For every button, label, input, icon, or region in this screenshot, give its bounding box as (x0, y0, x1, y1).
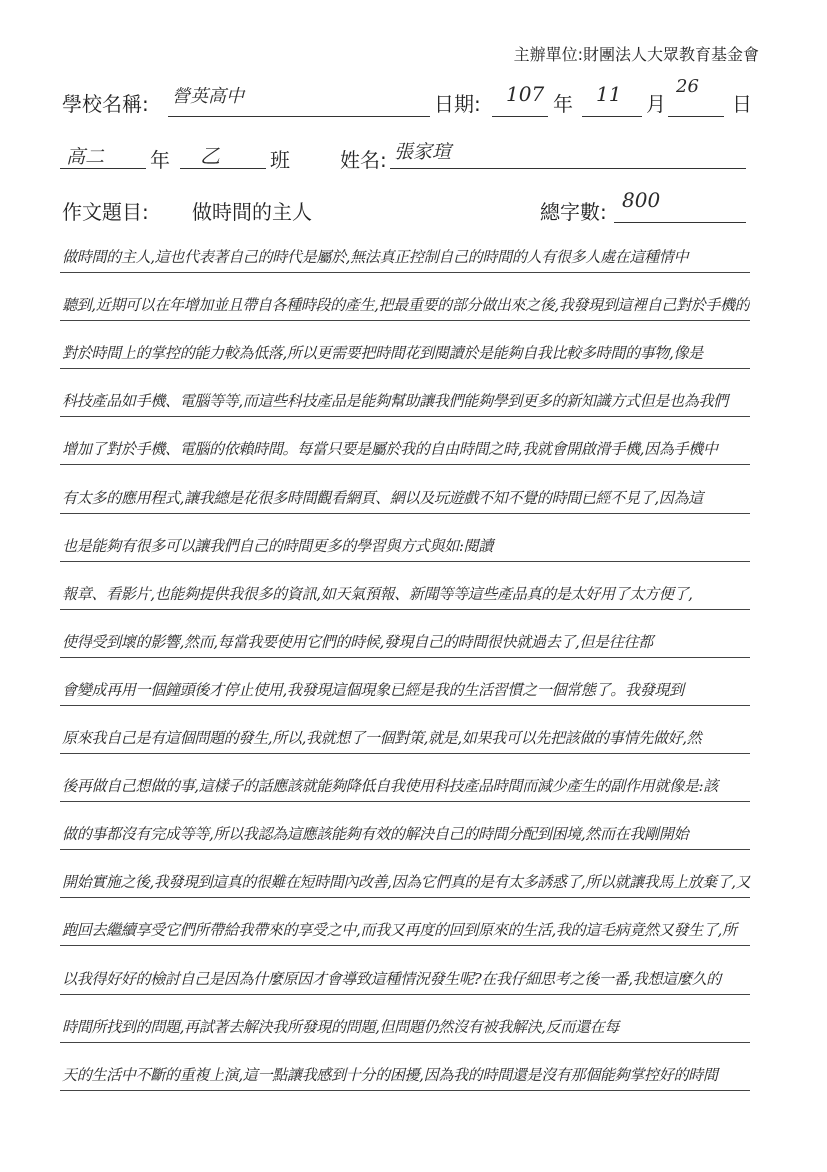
grade-underline (60, 168, 146, 169)
essay-text-line: 時間所找到的問題,再試著去解決我所發現的問題,但問題仍然沒有被我解決,反而還在每 (62, 1017, 620, 1036)
essay-text-line: 有太多的應用程式,讓我總是花很多時間觀看網頁、網以及玩遊戲不知不覺的時間已經不見了,因為這 (62, 488, 703, 507)
year-underline (492, 116, 548, 117)
essay-text-line: 原來我自己是有這個問題的發生,所以,我就想了一個對策,就是,如果我可以先把該做的事情先做好,然 (62, 729, 702, 747)
ruled-line (60, 368, 750, 369)
ruled-line (60, 753, 750, 754)
class-label: 班 (270, 148, 290, 172)
ruled-line (60, 1090, 750, 1091)
ruled-line (60, 801, 750, 802)
essay-text-line: 做時間的主人,這也代表著自己的時代是屬於,無法真正控制自己的時間的人有很多人處在這種情中 (62, 248, 689, 266)
ruled-line (60, 272, 750, 273)
topic-label: 作文題目: (62, 200, 149, 224)
month-value: 11 (596, 82, 622, 106)
essay-text-line: 對於時間上的掌控的能力較為低落,所以更需要把時間花到閱讀於是能夠自我比較多時間的事物,像是 (62, 344, 703, 363)
essay-text-line: 使得受到壞的影響,然而,每當我要使用它們的時候,發現自己的時間很快就過去了,但是往往都 (62, 632, 653, 651)
topic-value: 做時間的主人 (192, 200, 312, 224)
year-value: 107 (506, 82, 545, 106)
essay-text-line: 報章、看影片,也能夠提供我很多的資訊,如天氣預報、新聞等等這些產品真的是太好用了太方便了, (62, 584, 693, 603)
ruled-line (60, 609, 750, 610)
essay-text-line: 會變成再用一個鐘頭後才停止使用,我發現這個現象已經是我的生活習慣之一個常態了。我發現到 (62, 680, 684, 699)
sponsor-text: 主辦單位:財團法人大眾教育基金會 (513, 45, 759, 64)
essay-text-line: 跑回去繼續享受它們所帶給我帶來的享受之中,而我又再度的回到原來的生活,我的這毛病竟然又發生了,所 (62, 921, 737, 940)
ruled-line (60, 464, 750, 465)
ruled-line (60, 994, 750, 995)
wordcount-label: 總字數: (540, 200, 607, 224)
ruled-line (60, 1042, 750, 1043)
essay-text-line: 開始實施之後,我發現到這真的很難在短時間內改善,因為它們真的是有太多誘惑了,所以就讓我馬上放棄了,又 (62, 873, 751, 892)
ruled-line (60, 657, 750, 658)
essay-text-line: 也是能夠有很多可以讓我們自己的時間更多的學習與方式與如:閱讀 (62, 536, 493, 555)
day-value: 26 (676, 76, 699, 97)
day-label: 日 (732, 92, 752, 116)
ruled-line (60, 561, 750, 562)
year-label: 年 (553, 92, 573, 116)
class-value: 乙 (200, 144, 220, 168)
month-underline (582, 116, 642, 117)
name-label: 姓名: (340, 148, 387, 172)
day-underline (668, 116, 724, 117)
date-label: 日期: (434, 92, 481, 116)
class-underline (180, 168, 266, 169)
ruled-line (60, 705, 750, 706)
essay-text-line: 增加了對於手機、電腦的依賴時間。每當只要是屬於我的自由時間之時,我就會開啟滑手機,因為手機中 (62, 440, 718, 459)
grade-label: 年 (150, 148, 170, 172)
essay-text-line: 天的生活中不斷的重複上演,這一點讓我感到十分的困擾,因為我的時間還是沒有那個能夠掌控好的時間 (62, 1065, 718, 1084)
ruled-line (60, 945, 750, 946)
wordcount-underline (614, 222, 746, 223)
essay-text-line: 聽到,近期可以在年增加並且帶自各種時段的產生,把最重要的部分做出來之後,我發現到這裡自己對於手機的 (62, 296, 750, 315)
name-value: 張家瑄 (394, 141, 452, 163)
ruled-line (60, 416, 750, 417)
ruled-line (60, 320, 750, 321)
essay-text-line: 做的事都沒有完成等等,所以我認為這應該能夠有效的解決自己的時間分配到困境,然而在我剛開始 (62, 825, 689, 844)
month-label: 月 (646, 92, 666, 116)
grade-value: 高二 (66, 146, 105, 168)
ruled-line (60, 897, 750, 898)
essay-text-line: 以我得好好的檢討自己是因為什麼原因才會導致這種情況發生呢?在我仔細思考之後一番,我想這麼久的 (62, 969, 721, 988)
name-underline (390, 168, 746, 169)
wordcount-value: 800 (622, 188, 661, 212)
essay-text-line: 科技產品如手機、電腦等等,而這些科技產品是能夠幫助讓我們能夠學到更多的新知識方式但是也為我們 (62, 392, 728, 411)
school-underline (168, 116, 430, 117)
ruled-line (60, 849, 750, 850)
school-label: 學校名稱: (62, 92, 149, 116)
school-value: 營英高中 (172, 86, 244, 107)
essay-text-line: 後再做自己想做的事,這樣子的話應該就能夠降低自我使用科技產品時間而減少產生的副作用就像是:該 (62, 777, 718, 796)
ruled-line (60, 513, 750, 514)
